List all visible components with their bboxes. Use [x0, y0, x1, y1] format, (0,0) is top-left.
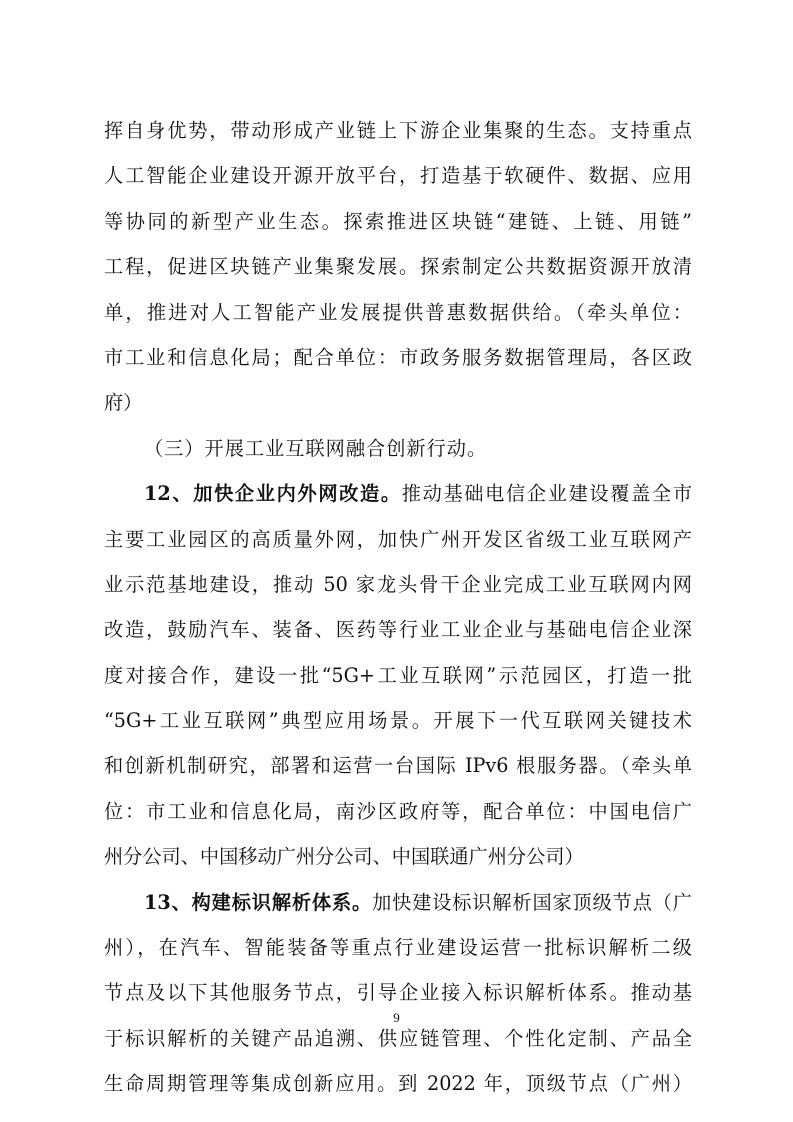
text-line: 改造，鼓励汽车、装备、医药等行业工业企业与基础电信企业深 — [104, 618, 692, 642]
text-line: 挥自身优势，带动形成产业链上下游企业集聚的生态。支持重点 — [104, 119, 692, 142]
text-line: 州分公司、中国移动广州分公司、中国联通广州分公司） — [104, 845, 584, 869]
paragraph-ai-ecosystem — [104, 108, 692, 426]
text-line: 度对接合作，建设一批“5G+工业互联网”示范园区，打造一批 — [104, 663, 692, 687]
paragraph-item-12 — [104, 471, 692, 880]
item-title: 13、构建标识解析体系。 — [144, 890, 373, 914]
text-line: 单，推进对人工智能产业发展提供普惠数据供给。（牵头单位： — [104, 300, 692, 324]
text-line: 等协同的新型产业生态。探索推进区块链“建链、上链、用链” — [104, 209, 692, 233]
text-line: 和创新机制研究，部署和运营一台国际 IPv6 根服务器。（牵头单 — [104, 754, 692, 778]
text-line: 市工业和信息化局；配合单位：市政务服务数据管理局，各区政 — [104, 345, 692, 369]
item-title: 12、加快企业内外网改造。 — [144, 482, 402, 506]
text-line: 人工智能企业建设开源开放平台，打造基于软硬件、数据、应用 — [104, 164, 692, 188]
item-text: 推动基础电信企业建设覆盖全市 — [401, 482, 693, 506]
item-text: 加快建设标识解析国家顶级节点（广 — [372, 890, 692, 914]
text-line: 节点及以下其他服务节点，引导企业接入标识解析体系。推动基 — [104, 981, 692, 1005]
document-body — [104, 108, 692, 1107]
text-line: 府） — [104, 391, 143, 415]
text-line: “5G+工业互联网”典型应用场景。开展下一代互联网关键技术 — [104, 709, 692, 733]
text-line: 工程，促进区块链产业集聚发展。探索制定公共数据资源开放清 — [104, 255, 692, 279]
text-line: 于标识解析的关键产品追溯、供应链管理、个性化定制、产品全 — [104, 1026, 692, 1050]
text-line: 位：市工业和信息化局，南沙区政府等，配合单位：中国电信广 — [104, 799, 692, 823]
page-number: 9 — [393, 1010, 400, 1025]
text-line: 州），在汽车、智能装备等重点行业建设运营一批标识解析二级 — [104, 936, 692, 960]
text-line: 生命周期管理等集成创新应用。到 2022 年，顶级节点（广州） — [104, 1072, 692, 1096]
section-heading: （三）开展工业互联网融合创新行动。 — [144, 436, 488, 460]
text-line: 主要工业园区的高质量外网，加快广州开发区省级工业互联网产 — [104, 527, 692, 551]
paragraph-item-13 — [104, 880, 692, 1107]
item-first-line — [104, 471, 692, 516]
text-line: 业示范基地建设，推动 50 家龙头骨干企业完成工业互联网内网 — [104, 572, 692, 596]
item-first-line — [104, 880, 692, 925]
